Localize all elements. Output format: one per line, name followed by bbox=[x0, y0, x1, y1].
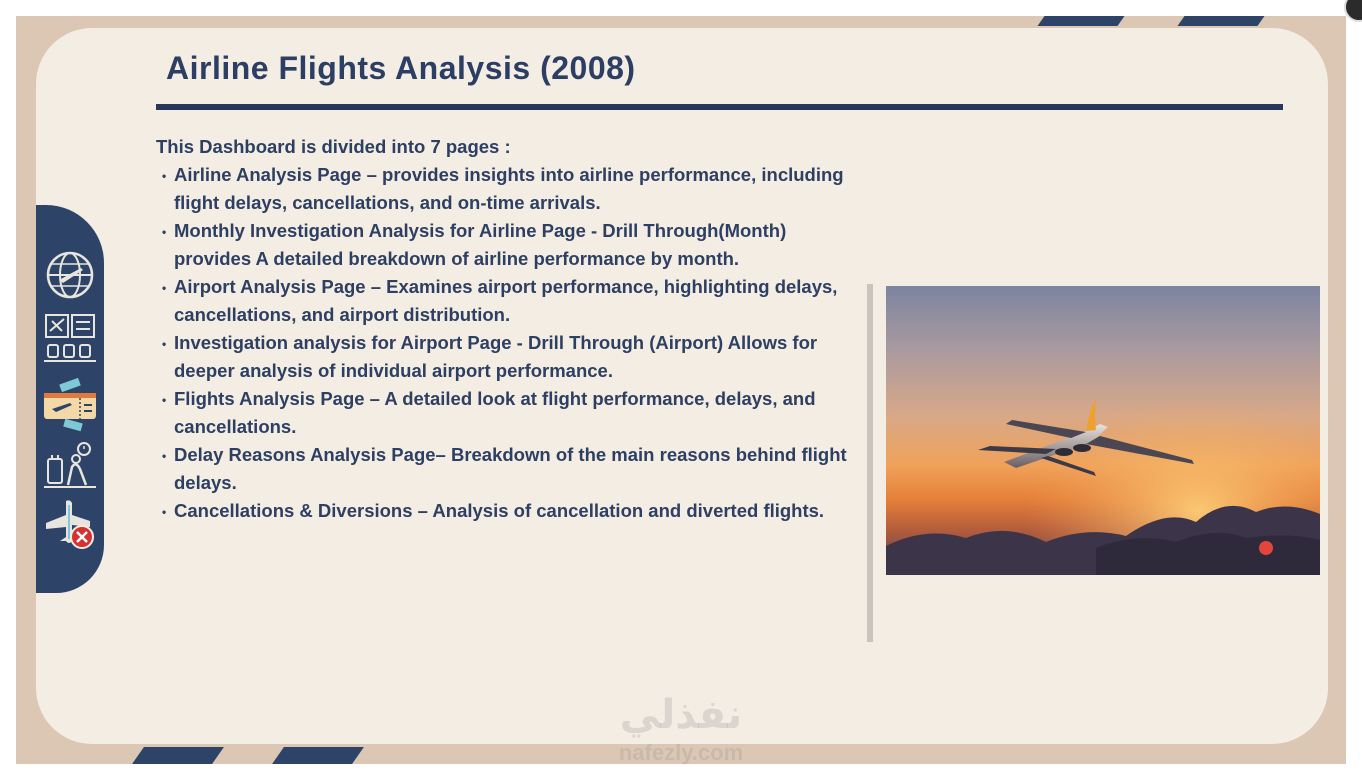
nav-cancellations[interactable] bbox=[42, 497, 98, 553]
title-underline bbox=[156, 104, 1283, 110]
list-item: • Monthly Investigation Analysis for Airline Page - Drill Through(Month) provides A detailed breakdown of airline performance by month. bbox=[156, 217, 866, 273]
frame-stripe bbox=[1037, 16, 1124, 26]
nav-airport[interactable] bbox=[42, 311, 98, 367]
nav-luggage[interactable] bbox=[42, 439, 98, 495]
watermark-arabic: نفذلي bbox=[619, 693, 743, 737]
watermark-latin: nafezly.com bbox=[618, 740, 744, 765]
luggage-delay-icon bbox=[42, 439, 98, 495]
cancelled-flight-icon bbox=[42, 497, 98, 553]
vertical-divider bbox=[867, 284, 873, 642]
list-item: • Investigation analysis for Airport Page - Drill Through (Airport) Allows for deeper analysis of individual airport performance. bbox=[156, 329, 866, 385]
frame-stripe bbox=[272, 747, 364, 764]
airport-seating-icon bbox=[42, 311, 98, 367]
list-item: • Cancellations & Diversions – Analysis of cancellation and diverted flights. bbox=[156, 497, 866, 525]
dashboard-description bbox=[156, 133, 866, 525]
nav-boarding-pass[interactable] bbox=[42, 377, 98, 433]
list-item: • Airline Analysis Page – provides insights into airline performance, including flight delays, cancellations, and on-time arrivals. bbox=[156, 161, 866, 217]
close-icon[interactable] bbox=[1344, 0, 1362, 22]
airplane-sunset-image bbox=[886, 286, 1320, 575]
pages-list bbox=[156, 161, 866, 525]
list-item: • Flights Analysis Page – A detailed look at flight performance, delays, and cancellations. bbox=[156, 385, 866, 441]
airplane-illustration bbox=[886, 286, 1320, 575]
boarding-pass-icon bbox=[42, 377, 98, 433]
list-item: • Airport Analysis Page – Examines airport performance, highlighting delays, cancellations, and airport distribution. bbox=[156, 273, 866, 329]
nav-globe[interactable] bbox=[42, 247, 98, 303]
watermark bbox=[596, 690, 766, 766]
side-navigation bbox=[36, 205, 104, 593]
page-title: Airline Flights Analysis (2008) bbox=[166, 50, 636, 86]
intro-text: This Dashboard is divided into 7 pages : bbox=[156, 136, 511, 157]
globe-icon bbox=[45, 250, 95, 300]
frame-stripe bbox=[1177, 16, 1264, 26]
frame-stripe bbox=[132, 747, 224, 764]
list-item: • Delay Reasons Analysis Page– Breakdown of the main reasons behind flight delays. bbox=[156, 441, 866, 497]
